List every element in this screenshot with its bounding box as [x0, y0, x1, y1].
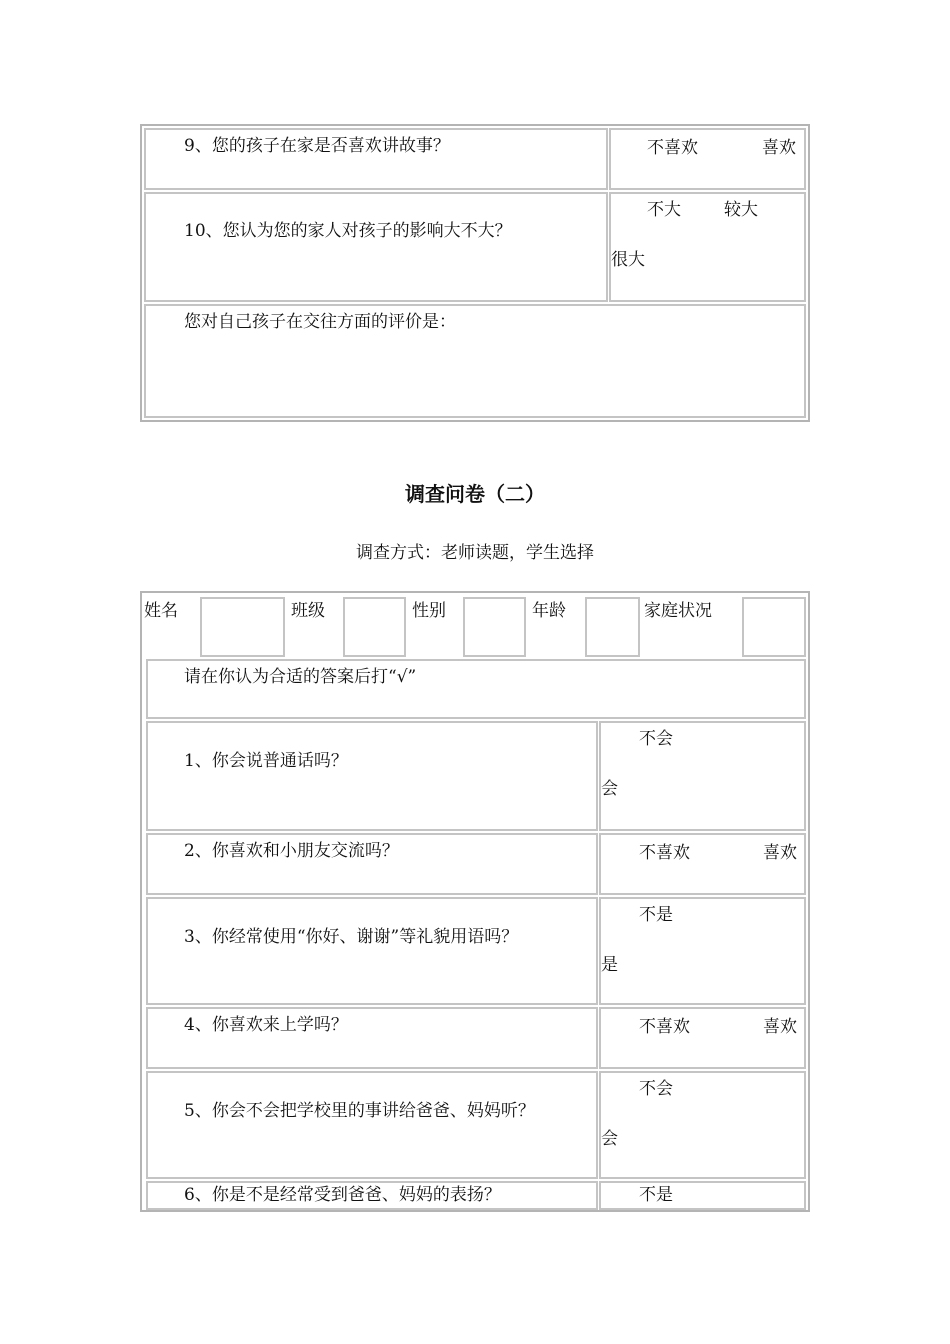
option-no[interactable]: 不是	[639, 1185, 673, 1205]
class-blank[interactable]	[343, 597, 406, 657]
option-no-like[interactable]: 不喜欢	[647, 138, 698, 158]
page-title: 调查问卷（二）	[405, 482, 545, 506]
question-text: 1、你会说普通话吗？	[184, 751, 348, 771]
option-yes[interactable]: 会	[601, 1129, 618, 1149]
question-cell-2	[146, 833, 598, 895]
survey-method: 调查方式：老师读题，学生选择	[356, 543, 594, 563]
option-like[interactable]: 喜欢	[762, 138, 796, 158]
question-cell-6	[146, 1181, 598, 1210]
answer-cell-6[interactable]	[599, 1181, 806, 1210]
question-text: 5、你会不会把学校里的事讲给爸爸、妈妈听？	[184, 1101, 535, 1121]
name-blank[interactable]	[200, 597, 285, 657]
question-text: 4、你喜欢来上学吗？	[184, 1015, 348, 1035]
answer-cell-4[interactable]	[599, 1007, 806, 1069]
option-medium[interactable]: 较大	[724, 200, 758, 220]
question-text: 2、你喜欢和小朋友交流吗？	[184, 841, 399, 861]
answer-cell-2[interactable]	[599, 833, 806, 895]
gender-blank[interactable]	[463, 597, 526, 657]
option-small[interactable]: 不大	[647, 200, 681, 220]
question-cell-10	[144, 192, 608, 302]
survey-two-table	[140, 591, 810, 1212]
question-text: 10、您认为您的家人对孩子的影响大不大？	[184, 221, 512, 241]
family-blank[interactable]	[742, 597, 806, 657]
answer-cell-5[interactable]	[599, 1071, 806, 1179]
survey-one-table	[140, 124, 810, 422]
answer-cell-10[interactable]	[609, 192, 806, 302]
field-label-family: 家庭状况	[644, 601, 712, 621]
answer-cell-9[interactable]	[609, 128, 806, 190]
option-no-like[interactable]: 不喜欢	[639, 1017, 690, 1037]
option-no-like[interactable]: 不喜欢	[639, 843, 690, 863]
field-label-class: 班级	[291, 601, 325, 621]
option-yes[interactable]: 是	[601, 955, 618, 975]
option-large[interactable]: 很大	[611, 250, 645, 270]
question-cell-3	[146, 897, 598, 1005]
option-no[interactable]: 不是	[639, 905, 673, 925]
answer-cell-1[interactable]	[599, 721, 806, 831]
question-cell-4	[146, 1007, 598, 1069]
option-no[interactable]: 不会	[639, 729, 673, 749]
option-yes[interactable]: 会	[601, 779, 618, 799]
evaluation-prompt: 您对自己孩子在交往方面的评价是：	[184, 312, 456, 332]
answer-cell-3[interactable]	[599, 897, 806, 1005]
question-cell-9	[144, 128, 608, 190]
question-cell-5	[146, 1071, 598, 1179]
instruction-cell	[146, 659, 806, 719]
option-like[interactable]: 喜欢	[763, 1017, 797, 1037]
question-cell-1	[146, 721, 598, 831]
age-blank[interactable]	[585, 597, 640, 657]
option-like[interactable]: 喜欢	[763, 843, 797, 863]
field-label-age: 年龄	[532, 601, 566, 621]
question-text: 9、您的孩子在家是否喜欢讲故事？	[184, 136, 450, 156]
field-label-name: 姓名	[144, 601, 178, 621]
instruction-text: 请在你认为合适的答案后打“√”	[184, 667, 417, 687]
field-label-gender: 性别	[412, 601, 446, 621]
question-text: 6、你是不是经常受到爸爸、妈妈的表扬？	[184, 1185, 501, 1205]
question-text: 3、你经常使用“你好、谢谢”等礼貌用语吗？	[184, 927, 519, 947]
evaluation-cell[interactable]	[144, 304, 806, 418]
option-no[interactable]: 不会	[639, 1079, 673, 1099]
